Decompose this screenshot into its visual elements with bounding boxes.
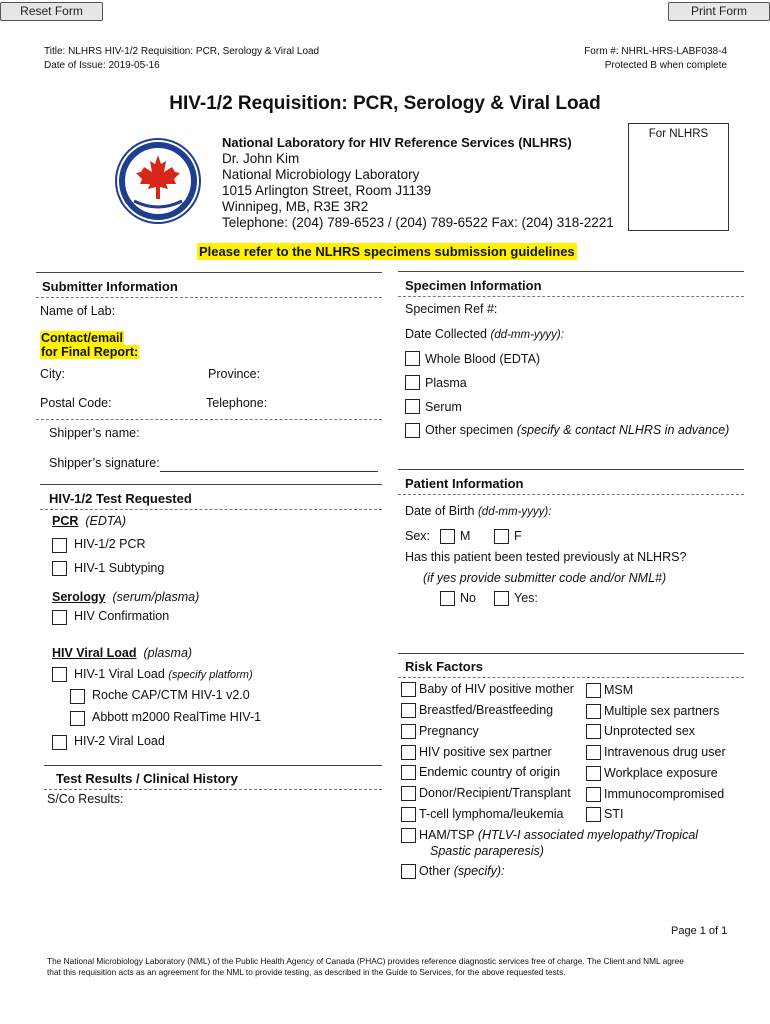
shippers-signature-label: Shipper’s signature: bbox=[49, 456, 160, 470]
risk-donor-checkbox[interactable] bbox=[401, 786, 416, 801]
risk-ham-checkbox[interactable] bbox=[401, 828, 416, 843]
abbott-checkbox[interactable] bbox=[70, 711, 85, 726]
sco-results-label: S/Co Results: bbox=[47, 792, 124, 806]
postal-code-label: Postal Code: bbox=[40, 396, 112, 410]
risk-immuno-label: Immunocompromised bbox=[604, 787, 725, 801]
risk-msm-checkbox[interactable] bbox=[586, 683, 601, 698]
hiv2-viral-load-label: HIV-2 Viral Load bbox=[74, 734, 165, 748]
lab-phone: Telephone: (204) 789-6523 / (204) 789-6522 Fax: (204) 318-2221 bbox=[222, 215, 614, 230]
for-nlhrs-box[interactable] bbox=[628, 123, 729, 231]
tested-no-label: No bbox=[460, 591, 476, 605]
whole-blood-label: Whole Blood (EDTA) bbox=[425, 352, 541, 366]
hiv12-pcr-checkbox[interactable] bbox=[52, 538, 67, 553]
lab-org: National Microbiology Laboratory bbox=[222, 167, 420, 182]
risk-tcell-checkbox[interactable] bbox=[401, 807, 416, 822]
test-results-header: Test Results / Clinical History bbox=[56, 771, 238, 786]
hiv1-viral-load-label: HIV-1 Viral Load (specify platform) bbox=[74, 667, 253, 681]
hiv1-subtyping-checkbox[interactable] bbox=[52, 561, 67, 576]
serum-checkbox[interactable] bbox=[405, 399, 420, 414]
risk-other-label: Other (specify): bbox=[419, 864, 505, 878]
date-of-issue: Date of Issue: 2019-05-16 bbox=[44, 60, 160, 71]
sex-f-label: F bbox=[514, 529, 522, 543]
shippers-name-label: Shipper’s name: bbox=[49, 426, 140, 440]
risk-multiple-checkbox[interactable] bbox=[586, 704, 601, 719]
sex-m-checkbox[interactable] bbox=[440, 529, 455, 544]
reset-form-button[interactable]: Reset Form bbox=[0, 2, 103, 21]
risk-donor-label: Donor/Recipient/Transplant bbox=[419, 786, 571, 800]
risk-other-checkbox[interactable] bbox=[401, 864, 416, 879]
lab-name: National Laboratory for HIV Reference Services (NLHRS) bbox=[222, 135, 572, 150]
lab-city: Winnipeg, MB, R3E 3R2 bbox=[222, 199, 369, 214]
contact-email-label-2: for Final Report: bbox=[41, 345, 139, 359]
risk-sti-label: STI bbox=[604, 807, 624, 821]
tests-requested-header: HIV-1/2 Test Requested bbox=[49, 491, 192, 506]
signature-line[interactable] bbox=[160, 471, 378, 472]
risk-breastfed-label: Breastfed/Breastfeeding bbox=[419, 703, 554, 717]
footer-line-1: The National Microbiology Laboratory (NML) of the Public Health Agency of Canada (PHAC) provides reference diagnostic services free of charge. The Client and NML agree bbox=[47, 956, 684, 966]
risk-ivdu-label: Intravenous drug user bbox=[604, 745, 726, 759]
risk-baby-label: Baby of HIV positive mother bbox=[419, 682, 574, 696]
lab-street: 1015 Arlington Street, Room J1139 bbox=[222, 183, 432, 198]
print-form-button[interactable]: Print Form bbox=[668, 2, 770, 21]
risk-immuno-checkbox[interactable] bbox=[586, 787, 601, 802]
risk-factors-header: Risk Factors bbox=[405, 659, 484, 674]
tested-previously-question: Has this patient been tested previously at NLHRS? bbox=[405, 550, 687, 564]
form-title-line: Title: NLHRS HIV-1/2 Requisition: PCR, Serology & Viral Load bbox=[44, 46, 320, 57]
hiv12-pcr-label: HIV-1/2 PCR bbox=[74, 537, 146, 551]
for-nlhrs-label: For NLHRS bbox=[648, 128, 709, 140]
risk-tcell-label: T-cell lymphoma/leukemia bbox=[419, 807, 564, 821]
tested-yes-label: Yes: bbox=[514, 591, 538, 605]
pcr-section: PCR (EDTA) bbox=[52, 514, 127, 528]
maple-leaf-logo-icon bbox=[114, 137, 202, 225]
province-label: Province: bbox=[208, 367, 261, 381]
serology-section: Serology (serum/plasma) bbox=[52, 590, 200, 604]
tested-yes-checkbox[interactable] bbox=[494, 591, 509, 606]
specimen-ref-label: Specimen Ref #: bbox=[405, 302, 498, 316]
protected-note: Protected B when complete bbox=[604, 60, 727, 71]
viral-load-section: HIV Viral Load (plasma) bbox=[52, 646, 193, 660]
roche-label: Roche CAP/CTM HIV-1 v2.0 bbox=[92, 688, 250, 702]
abbott-label: Abbott m2000 RealTime HIV-1 bbox=[92, 710, 262, 724]
risk-endemic-label: Endemic country of origin bbox=[419, 765, 561, 779]
risk-ham-hint-2: Spastic paraperesis) bbox=[430, 844, 544, 858]
other-specimen-label: Other specimen (specify & contact NLHRS in advance) bbox=[425, 423, 730, 437]
risk-breastfed-checkbox[interactable] bbox=[401, 703, 416, 718]
sex-m-label: M bbox=[460, 529, 471, 543]
date-collected-label: Date Collected (dd-mm-yyyy): bbox=[405, 327, 564, 341]
risk-sti-checkbox[interactable] bbox=[586, 807, 601, 822]
risk-unprotected-checkbox[interactable] bbox=[586, 724, 601, 739]
hiv1-viral-load-checkbox[interactable] bbox=[52, 667, 67, 682]
city-label: City: bbox=[40, 367, 65, 381]
footer-line-2: that this requisition acts as an agreement for the NML to provide testing, as described in the Guide to Services, for the above requested tests. bbox=[47, 967, 566, 977]
hiv1-subtyping-label: HIV-1 Subtyping bbox=[74, 561, 165, 575]
plasma-checkbox[interactable] bbox=[405, 375, 420, 390]
page-number: Page 1 of 1 bbox=[671, 925, 728, 937]
patient-info-header: Patient Information bbox=[405, 476, 524, 491]
lab-contact: Dr. John Kim bbox=[222, 151, 300, 166]
risk-pregnancy-checkbox[interactable] bbox=[401, 724, 416, 739]
roche-checkbox[interactable] bbox=[70, 689, 85, 704]
name-of-lab-label: Name of Lab: bbox=[40, 304, 116, 318]
submitter-info-header: Submitter Information bbox=[42, 279, 178, 294]
risk-hiv-partner-checkbox[interactable] bbox=[401, 745, 416, 760]
hiv-confirmation-label: HIV Confirmation bbox=[74, 609, 170, 623]
risk-endemic-checkbox[interactable] bbox=[401, 765, 416, 780]
sex-f-checkbox[interactable] bbox=[494, 529, 509, 544]
plasma-label: Plasma bbox=[425, 376, 467, 390]
risk-workplace-label: Workplace exposure bbox=[604, 766, 718, 780]
page-title: HIV-1/2 Requisition: PCR, Serology & Viral Load bbox=[169, 93, 601, 114]
hiv-confirmation-checkbox[interactable] bbox=[52, 610, 67, 625]
risk-hiv-partner-label: HIV positive sex partner bbox=[419, 745, 552, 759]
guidelines-notice: Please refer to the NLHRS specimens submission guidelines bbox=[199, 244, 575, 259]
risk-unprotected-label: Unprotected sex bbox=[604, 724, 696, 738]
whole-blood-checkbox[interactable] bbox=[405, 351, 420, 366]
serum-label: Serum bbox=[425, 400, 462, 414]
risk-pregnancy-label: Pregnancy bbox=[419, 724, 479, 738]
hiv2-viral-load-checkbox[interactable] bbox=[52, 735, 67, 750]
risk-workplace-checkbox[interactable] bbox=[586, 766, 601, 781]
sex-label: Sex: bbox=[405, 529, 431, 543]
tested-no-checkbox[interactable] bbox=[440, 591, 455, 606]
other-specimen-checkbox[interactable] bbox=[405, 423, 420, 438]
risk-multiple-label: Multiple sex partners bbox=[604, 704, 720, 718]
telephone-label: Telephone: bbox=[206, 396, 268, 410]
form-number: Form #: NHRL-HRS-LABF038-4 bbox=[584, 46, 727, 57]
risk-ham-label: HAM/TSP (HTLV-I associated myelopathy/Tropical bbox=[419, 828, 699, 842]
risk-ivdu-checkbox[interactable] bbox=[586, 745, 601, 760]
tested-previously-hint: (if yes provide submitter code and/or NML#) bbox=[423, 571, 667, 585]
dob-label: Date of Birth (dd-mm-yyyy): bbox=[405, 504, 552, 518]
risk-msm-label: MSM bbox=[604, 683, 634, 697]
risk-baby-checkbox[interactable] bbox=[401, 682, 416, 697]
contact-email-label-1: Contact/email bbox=[41, 331, 123, 345]
specimen-info-header: Specimen Information bbox=[405, 278, 542, 293]
